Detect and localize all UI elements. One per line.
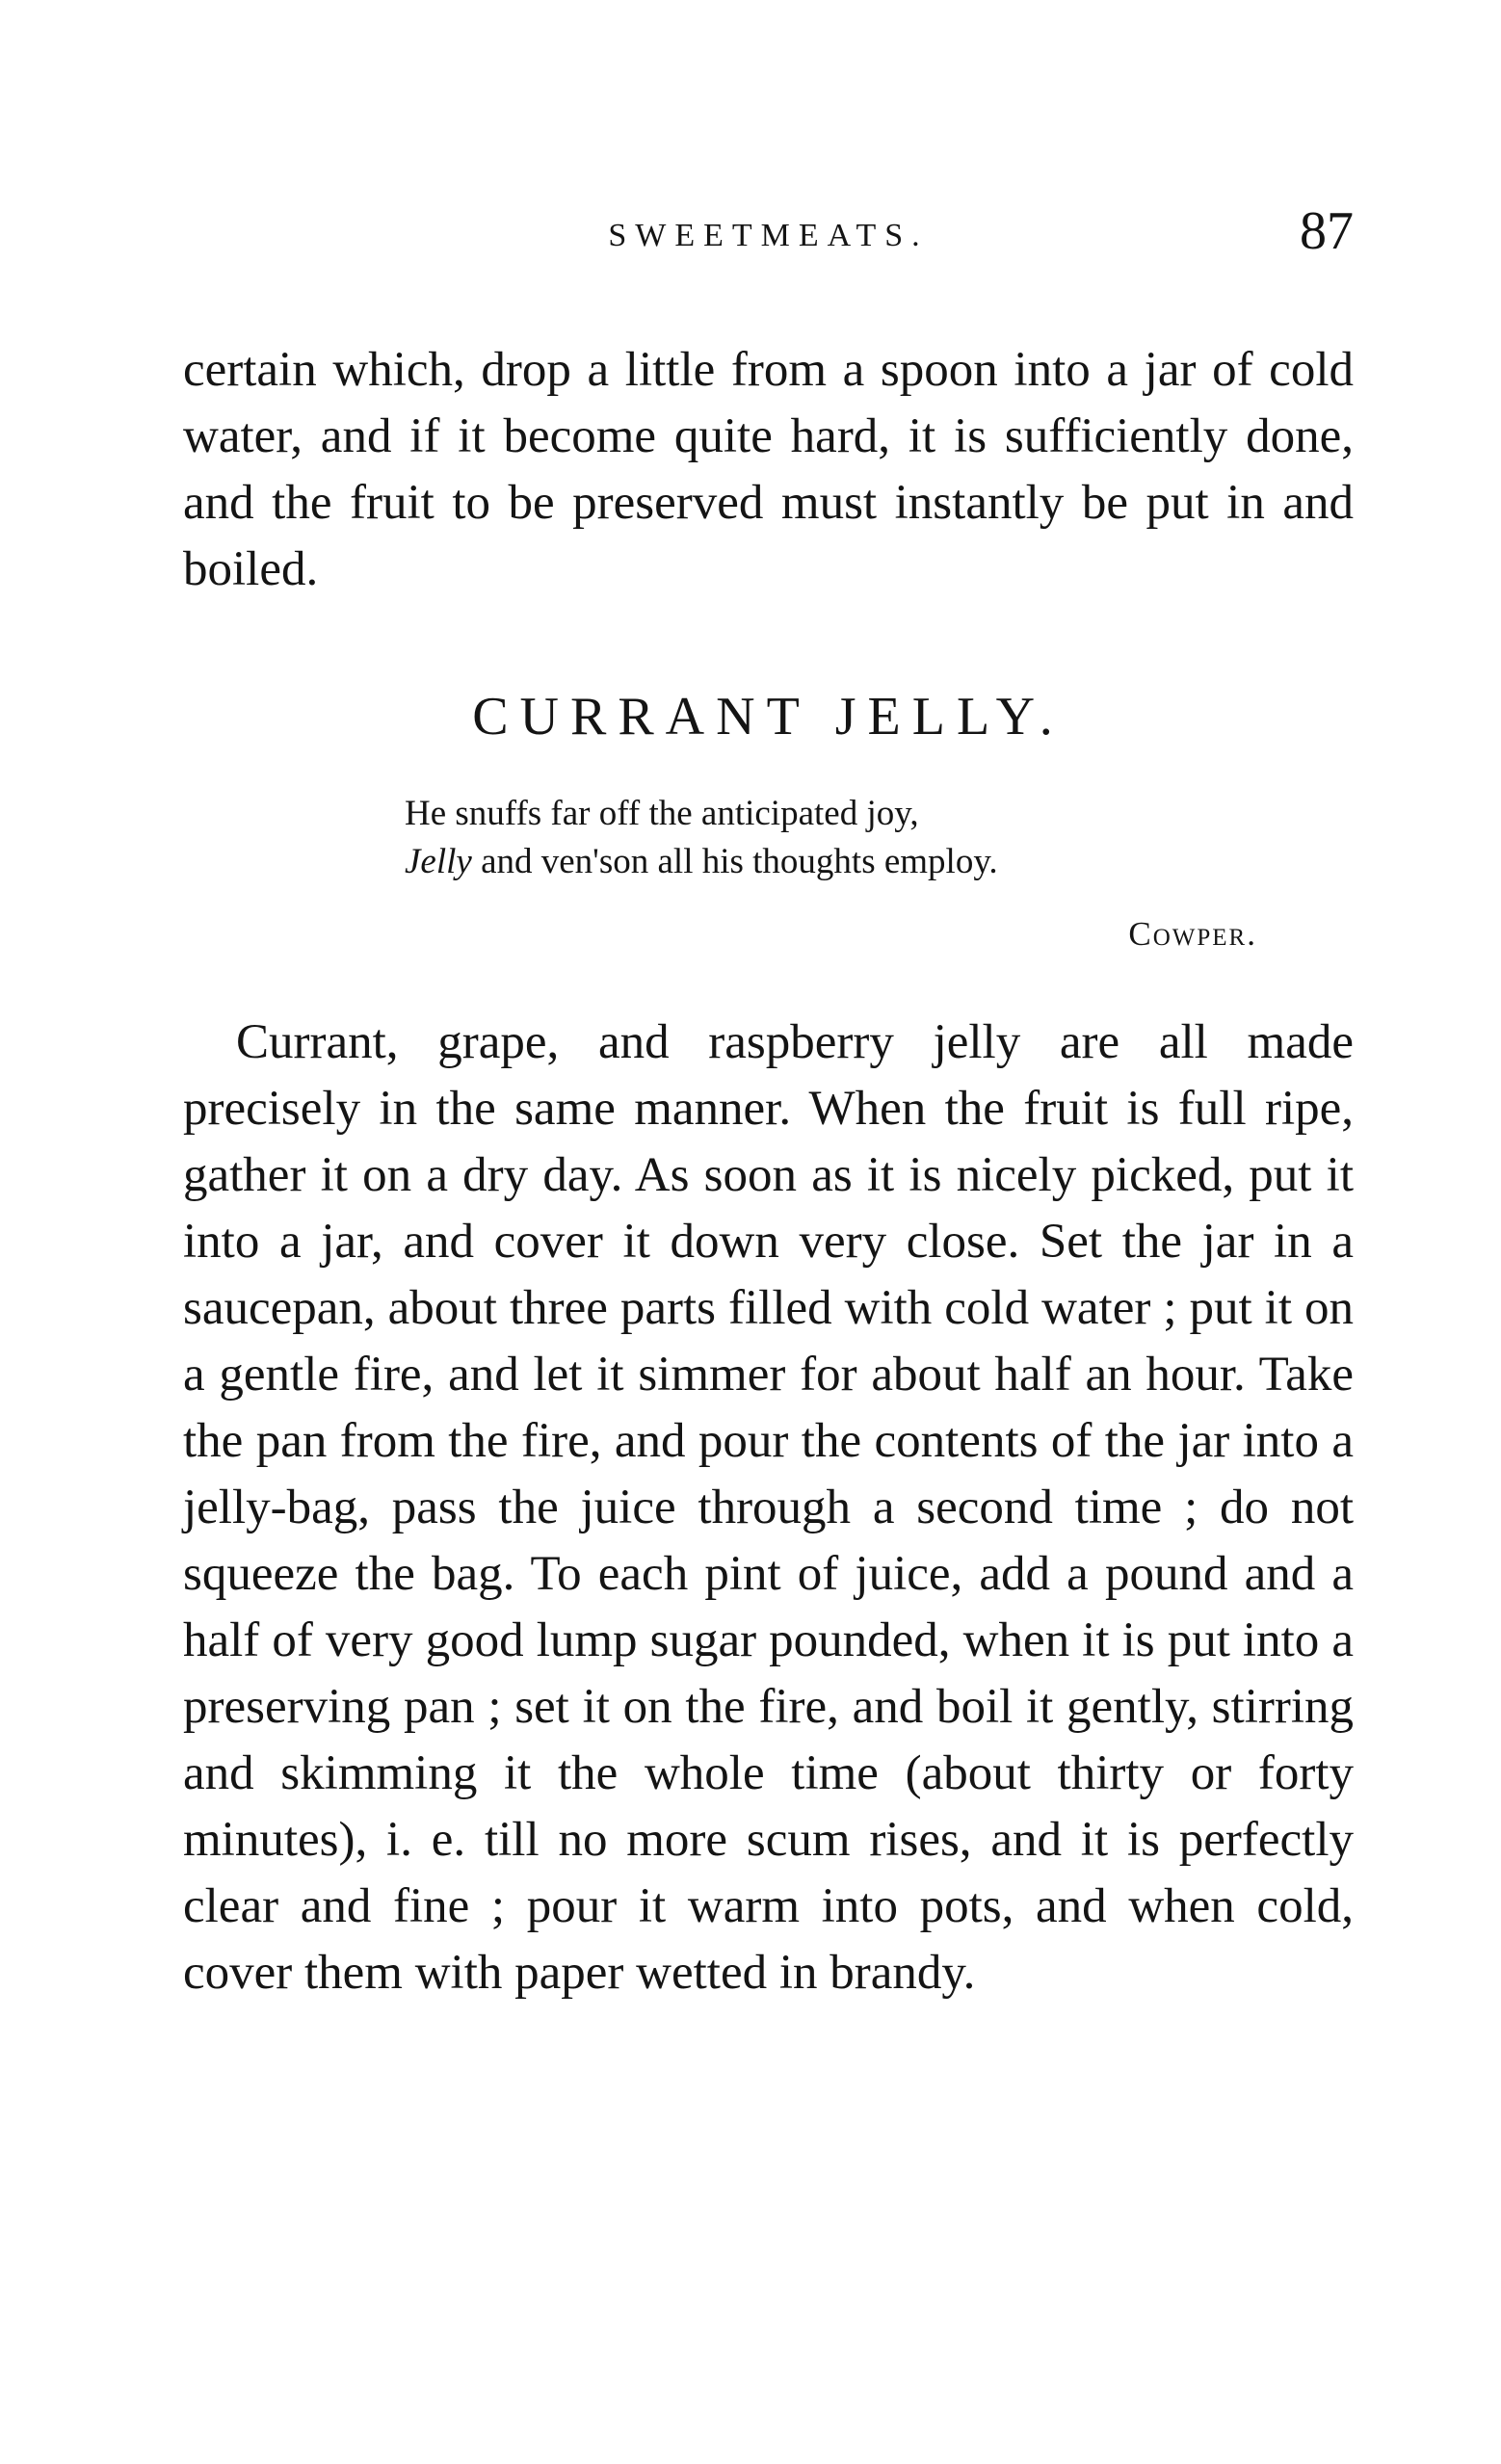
epigraph-line-2 bbox=[405, 838, 1252, 886]
epigraph-line-2-rest: and ven'son all his thoughts employ. bbox=[471, 842, 998, 881]
epigraph-attribution: Cowper. bbox=[1128, 915, 1257, 953]
continuation-paragraph: certain which, drop a little from a spoon into a jar of cold water, and if it become quite hard, it is sufficiently done, and the fruit to be preserved must instantly be put in and boiled. bbox=[183, 343, 1354, 596]
section-heading: CURRANT JELLY. bbox=[472, 687, 1065, 747]
running-title: SWEETMEATS. bbox=[608, 218, 929, 253]
epigraph-line-1: He snuffs far off the anticipated joy, bbox=[405, 794, 919, 833]
epigraph bbox=[405, 790, 1252, 886]
recipe-paragraph: Currant, grape, and raspberry jelly are all made precisely in the same manner. When the fruit is full ripe, gather it on a dry day. As soon as it is nicely picked, put it into a jar, and cover it down very close. Set the jar in a saucepan, about three parts filled with cold water ; put it on a gentle fire, and let it simmer for about half an hour. Take the pan from the fire, and pour the contents of the jar into a jelly-bag, pass the juice through a second time ; do not squeeze the bag. To each pint of juice, add a pound and a half of very good lump sugar pounded, when it is put into a preserving pan ; set it on the fire, and boil it gently, stirring and skimming it the whole time (about thirty or forty minutes), i. e. till no more scum rises, and it is perfectly clear and fine ; pour it warm into pots, and when cold, cover them with paper wetted in brandy. bbox=[183, 1015, 1354, 2000]
page-number: 87 bbox=[1300, 201, 1354, 261]
running-head bbox=[183, 200, 1354, 277]
epigraph-italic-word: Jelly bbox=[405, 842, 472, 881]
